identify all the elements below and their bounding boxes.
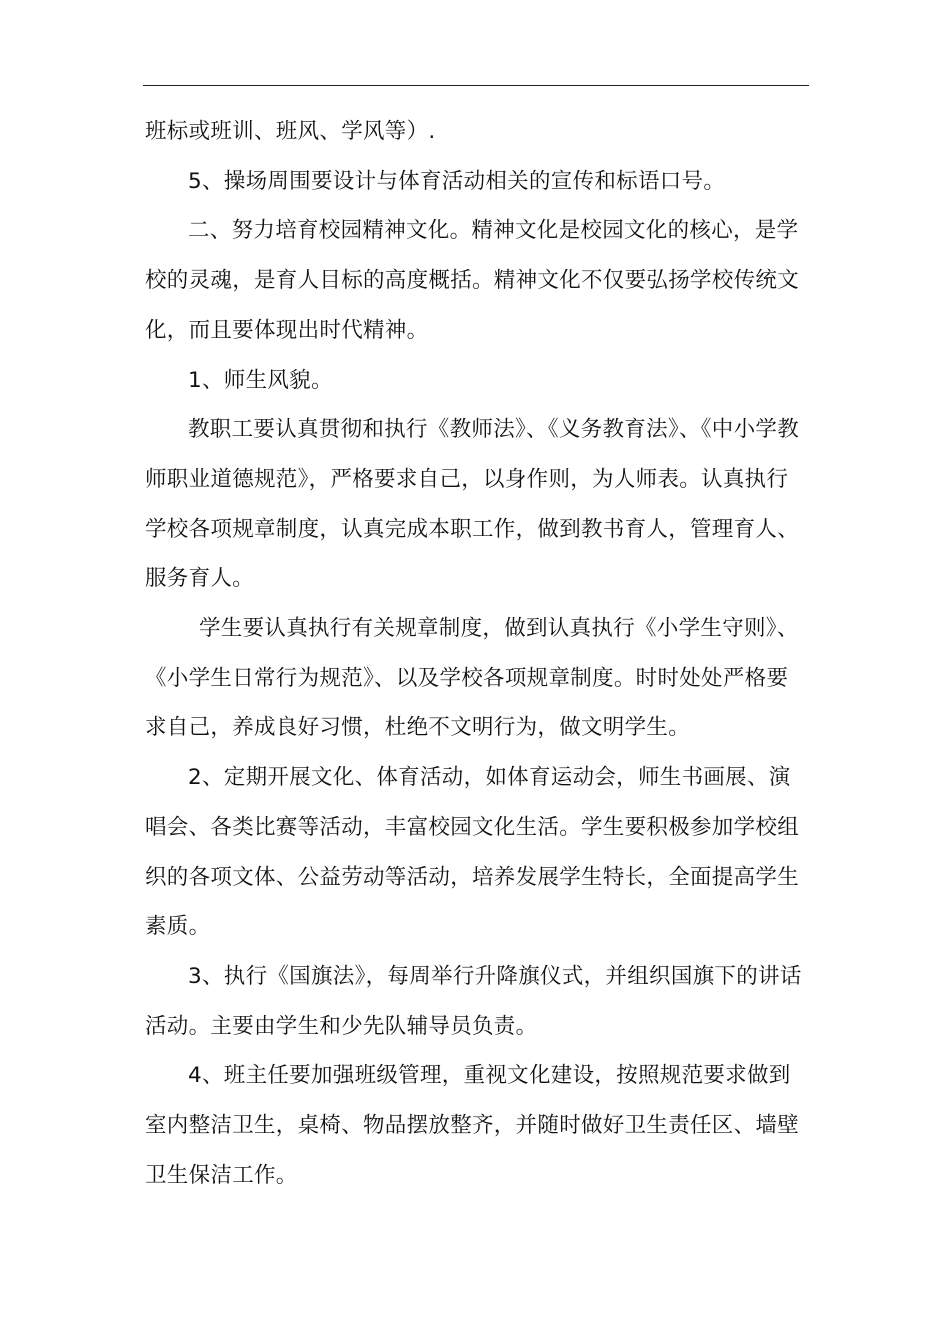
line: 5、操场周围要设计与体育活动相关的宣传和标语口号。: [188, 168, 726, 194]
paragraph: [145, 604, 809, 753]
line: 织的各项文体、公益劳动等活动，培养发展学生特长，全面提高学生: [145, 864, 800, 890]
paragraph: [145, 1051, 809, 1200]
line: 唱会、各类比赛等活动，丰富校园文化生活。学生要积极参加学校组: [145, 814, 800, 840]
header-rule: [143, 85, 809, 86]
line: 化，而且要体现出时代精神。: [145, 317, 429, 343]
paragraph: [145, 107, 809, 157]
paragraph: [145, 157, 809, 207]
line: 3、执行《国旗法》，每周举行升降旗仪式，并组织国旗下的讲话: [188, 963, 802, 989]
paragraph: [145, 753, 809, 952]
line: 卫生保洁工作。: [145, 1162, 298, 1188]
paragraph: [145, 952, 809, 1051]
line: 《小学生日常行为规范》、以及学校各项规章制度。时时处处严格要: [145, 665, 789, 691]
paragraph: [145, 405, 809, 604]
line: 二、努力培育校园精神文化。精神文化是校园文化的核心，是学: [188, 218, 799, 244]
line: 校的灵魂，是育人目标的高度概括。精神文化不仅要弘扬学校传统文: [145, 268, 800, 294]
line: 学校各项规章制度，认真完成本职工作，做到教书育人，管理育人、: [145, 516, 800, 542]
line: 班标或班训、班风、学风等）.: [145, 119, 436, 144]
paragraph: [145, 206, 809, 355]
paragraph: [145, 356, 809, 406]
line: 1、师生风貌。: [188, 367, 333, 393]
line: 活动。主要由学生和少先队辅导员负责。: [145, 1013, 538, 1039]
line: 求自己，养成良好习惯，杜绝不文明行为，做文明学生。: [145, 715, 691, 741]
document-body: [145, 107, 809, 1200]
line: 教职工要认真贯彻和执行《教师法》、《义务教育法》、《中小学教: [188, 417, 800, 443]
line: 素质。: [145, 914, 211, 940]
line: 4、班主任要加强班级管理，重视文化建设，按照规范要求做到: [188, 1063, 791, 1089]
line: 室内整洁卫生，桌椅、物品摆放整齐，并随时做好卫生责任区、墙壁: [145, 1113, 800, 1139]
line: 学生要认真执行有关规章制度，做到认真执行《小学生守则》、: [199, 616, 799, 642]
line: 师职业道德规范》，严格要求自己，以身作则，为人师表。认真执行: [145, 466, 789, 492]
line: 2、定期开展文化、体育活动，如体育运动会，师生书画展、演: [188, 765, 791, 791]
line: 服务育人。: [145, 566, 255, 592]
